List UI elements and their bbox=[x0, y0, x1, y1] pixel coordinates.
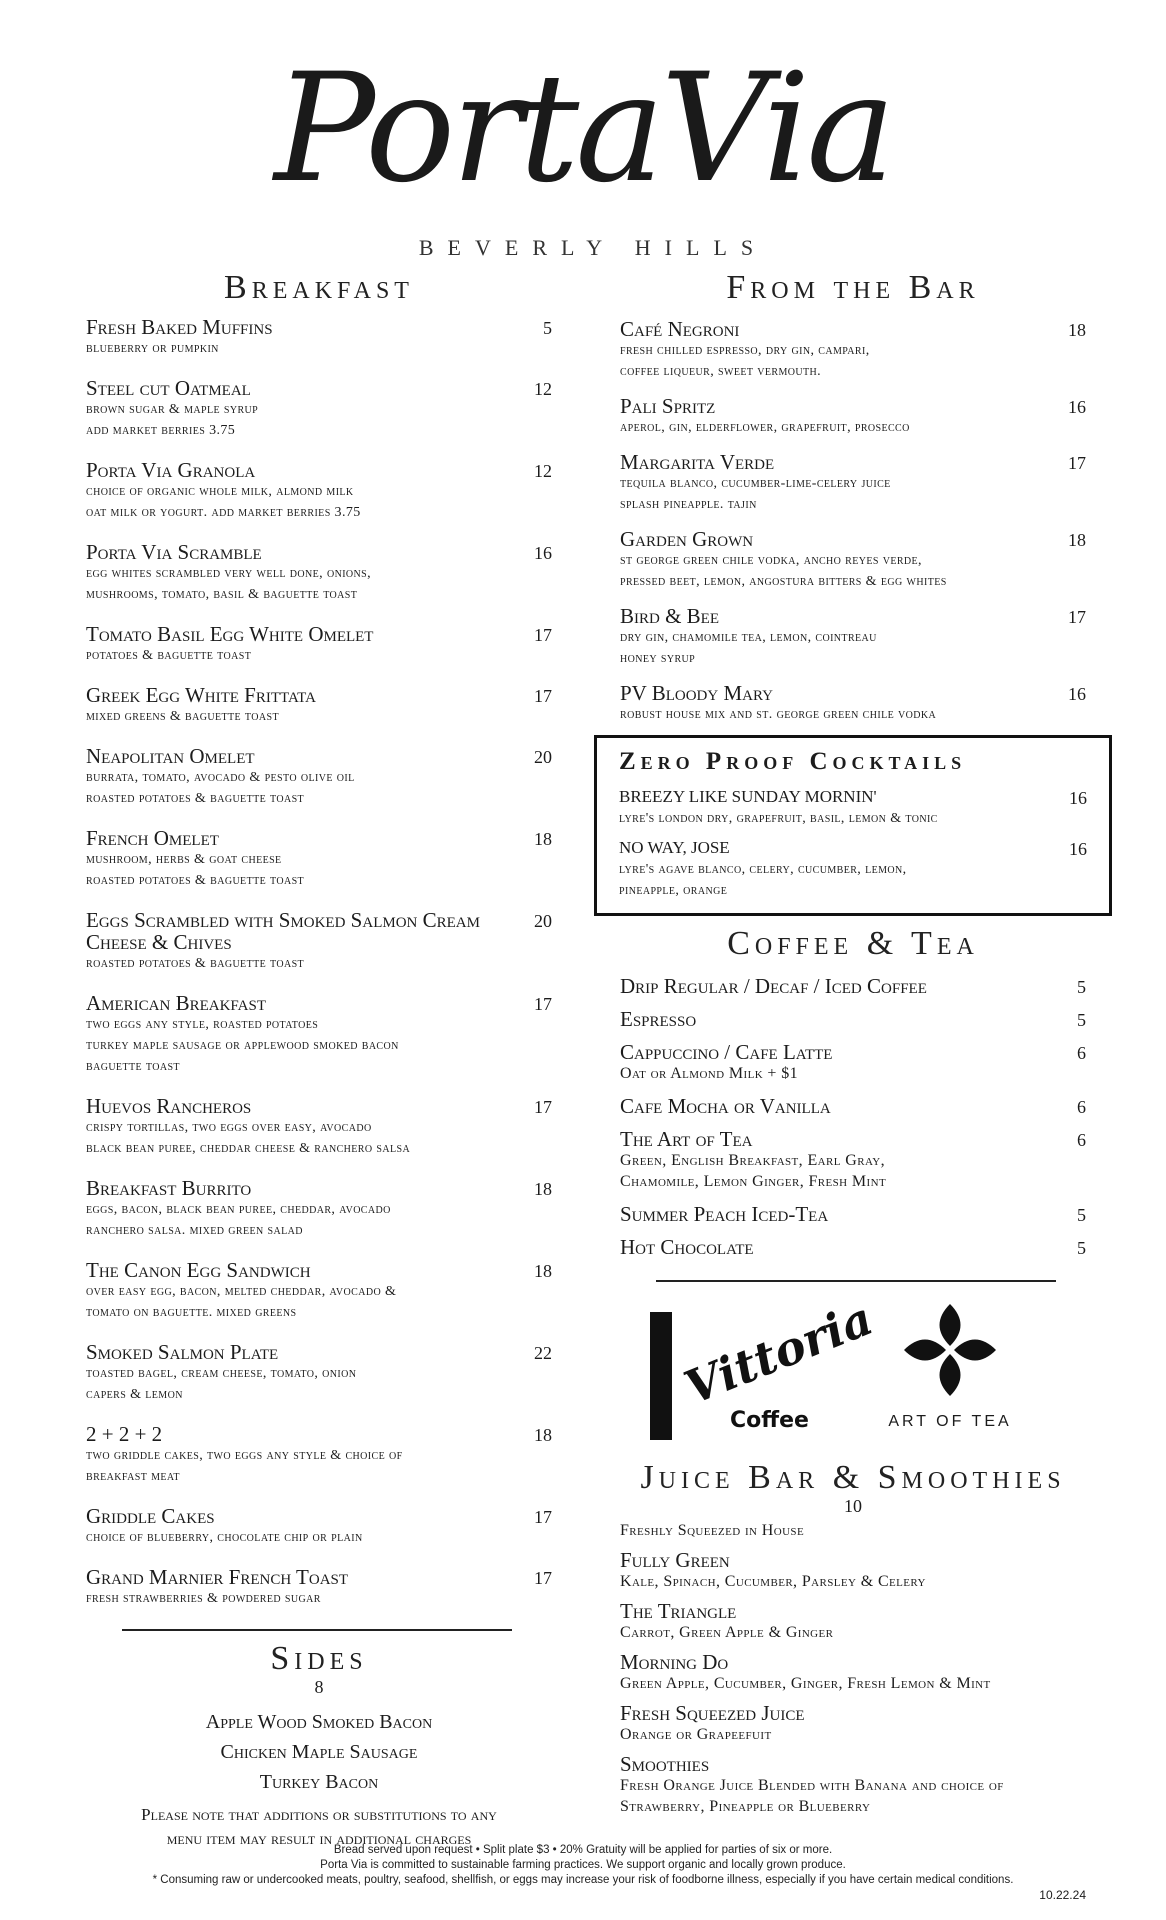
item-description: crispy tortillas, two eggs over easy, avocado bbox=[86, 1120, 372, 1135]
footer-line-2: Porta Via is committed to sustainable farming practices. We support organic and locally grown produce. bbox=[320, 1859, 846, 1871]
item-name: Cafe Mocha or Vanilla bbox=[620, 1094, 831, 1118]
item-description: turkey maple sausage or applewood smoked bacon bbox=[86, 1038, 399, 1053]
item-price: 5 bbox=[1077, 1205, 1086, 1225]
item-name: Grand Marnier French Toast bbox=[86, 1565, 349, 1589]
item-price: 18 bbox=[534, 1179, 552, 1199]
menu-item bbox=[86, 1341, 552, 1405]
item-description: over easy egg, bacon, melted cheddar, avocado & bbox=[86, 1284, 397, 1299]
item-description: mixed greens & baguette toast bbox=[86, 709, 279, 724]
menu-item bbox=[620, 528, 1086, 592]
item-name: Greek Egg White Frittata bbox=[86, 683, 316, 707]
item-name: PV Bloody Mary bbox=[620, 681, 773, 705]
item-price: 5 bbox=[1077, 1238, 1086, 1258]
bar-list bbox=[620, 318, 1086, 725]
item-name: Fully Green bbox=[620, 1548, 730, 1572]
item-description: capers & lemon bbox=[86, 1387, 183, 1402]
item-name: Pali Spritz bbox=[620, 394, 716, 418]
footer-line-3: * Consuming raw or undercooked meats, poultry, seafood, shellfish, or eggs may increase your risk of foodborne illness, especially if you have certain medical conditions. bbox=[152, 1874, 1014, 1886]
item-name: American Breakfast bbox=[86, 991, 266, 1015]
item-name: NO WAY, JOSE bbox=[619, 838, 730, 857]
item-description: Kale, Spinach, Cucumber, Parsley & Celery bbox=[620, 1573, 926, 1590]
item-description: mushrooms, tomato, basil & baguette toast bbox=[86, 587, 358, 602]
menu-item bbox=[620, 975, 1086, 997]
menu-item bbox=[620, 395, 1086, 438]
item-name: Morning Do bbox=[620, 1650, 729, 1674]
menu-item bbox=[86, 684, 552, 727]
item-description: mushroom, herbs & goat cheese bbox=[86, 852, 282, 867]
item-description: splash pineapple. tajin bbox=[620, 497, 757, 512]
item-price: 18 bbox=[1068, 530, 1086, 550]
item-name: Smoked Salmon Plate bbox=[86, 1340, 279, 1364]
item-price: 18 bbox=[534, 829, 552, 849]
item-description: toasted bagel, cream cheese, tomato, onion bbox=[86, 1366, 357, 1381]
zero-proof-list bbox=[619, 786, 1087, 901]
right-column bbox=[620, 268, 1086, 1817]
item-price: 17 bbox=[534, 1568, 552, 1588]
item-description: pressed beet, lemon, angostura bitters & egg whites bbox=[620, 574, 947, 589]
juice-title: Juice Bar & Smoothies bbox=[640, 1459, 1066, 1496]
item-description: blueberry or pumpkin bbox=[86, 341, 219, 356]
item-price: 18 bbox=[534, 1261, 552, 1281]
item-description: honey syrup bbox=[620, 651, 696, 666]
item-description: st george green chile vodka, ancho reyes verde, bbox=[620, 553, 922, 568]
item-description: Strawberry, Pineapple or Blueberry bbox=[620, 1798, 871, 1815]
menu-item bbox=[86, 316, 552, 359]
menu-item bbox=[86, 745, 552, 809]
item-description: aperol, gin, elderflower, grapefruit, prosecco bbox=[620, 420, 910, 435]
item-price: 20 bbox=[534, 747, 552, 767]
side-item: Apple Wood Smoked Bacon bbox=[205, 1711, 433, 1733]
item-description: tequila blanco, cucumber-lime-celery juice bbox=[620, 476, 891, 491]
item-name: Tomato Basil Egg White Omelet bbox=[86, 622, 374, 646]
footer bbox=[0, 1843, 1166, 1888]
item-price: 12 bbox=[534, 379, 552, 399]
note-line-1: Please note that additions or substitutions to any bbox=[141, 1805, 497, 1824]
menu-item bbox=[86, 1095, 552, 1159]
juice-price: 10 bbox=[844, 1496, 862, 1516]
breakfast-title: Breakfast bbox=[224, 269, 414, 306]
item-name: Bird & Bee bbox=[620, 604, 720, 628]
menu-item bbox=[620, 1008, 1086, 1030]
vittoria-coffee-text: Coffee bbox=[730, 1408, 809, 1433]
item-description: egg whites scrambled very well done, onions, bbox=[86, 566, 372, 581]
menu-item bbox=[86, 827, 552, 891]
item-description: add market berries 3.75 bbox=[86, 423, 236, 438]
item-description: fresh strawberries & powdered sugar bbox=[86, 1591, 321, 1606]
menu-item bbox=[620, 1600, 1086, 1643]
item-description: Green Apple, Cucumber, Ginger, Fresh Lemon & Mint bbox=[620, 1675, 991, 1692]
item-description: black bean puree, cheddar cheese & ranchero salsa bbox=[86, 1141, 411, 1156]
porta-via-logo bbox=[0, 30, 1166, 270]
item-price: 17 bbox=[534, 625, 552, 645]
item-description: robust house mix and st. george green chile vodka bbox=[620, 707, 937, 722]
menu-item bbox=[86, 541, 552, 605]
item-description: tomato on baguette. mixed greens bbox=[86, 1305, 297, 1320]
side-item: Turkey Bacon bbox=[259, 1771, 379, 1793]
item-description: breakfast meat bbox=[86, 1469, 180, 1484]
item-price: 5 bbox=[1077, 1010, 1086, 1030]
item-description: burrata, tomato, avocado & pesto olive oil bbox=[86, 770, 355, 785]
menu-item bbox=[86, 623, 552, 666]
item-description: roasted potatoes & baguette toast bbox=[86, 956, 305, 971]
item-description: lyre's agave blanco, celery, cucumber, lemon, bbox=[619, 862, 907, 877]
item-description: two griddle cakes, two eggs any style & choice of bbox=[86, 1448, 403, 1463]
item-name: Porta Via Granola bbox=[86, 458, 256, 482]
menu-item bbox=[620, 1128, 1086, 1192]
menu-item bbox=[619, 786, 1087, 829]
menu-item bbox=[86, 1423, 552, 1487]
juice-section bbox=[620, 1458, 1086, 1817]
sides-divider bbox=[122, 1629, 512, 1631]
item-name: Drip Regular / Decaf / Iced Coffee bbox=[620, 974, 927, 998]
item-price: 6 bbox=[1077, 1043, 1086, 1063]
item-description: Green, English Breakfast, Earl Gray, bbox=[620, 1152, 886, 1169]
item-price: 17 bbox=[534, 686, 552, 706]
juice-list bbox=[620, 1549, 1086, 1817]
item-price: 16 bbox=[1068, 397, 1086, 417]
item-description: roasted potatoes & baguette toast bbox=[86, 791, 305, 806]
menu-item bbox=[620, 1095, 1086, 1117]
item-description: oat milk or yogurt. add market berries 3.75 bbox=[86, 505, 361, 520]
item-price: 20 bbox=[534, 911, 552, 931]
item-price: 16 bbox=[534, 543, 552, 563]
item-name: Steel cut Oatmeal bbox=[86, 376, 251, 400]
menu-item bbox=[620, 318, 1086, 382]
coffee-title: Coffee & Tea bbox=[727, 925, 979, 962]
brands-divider bbox=[656, 1280, 1056, 1282]
item-price: 6 bbox=[1077, 1097, 1086, 1117]
vittoria-bar-icon bbox=[650, 1312, 672, 1440]
item-description: pineapple, orange bbox=[619, 883, 728, 898]
item-description: coffee liqueur, sweet vermouth. bbox=[620, 364, 822, 379]
item-name: Espresso bbox=[620, 1007, 697, 1031]
item-price: 18 bbox=[1068, 320, 1086, 340]
menu-item bbox=[620, 1203, 1086, 1225]
item-price: 17 bbox=[534, 1097, 552, 1117]
item-price: 22 bbox=[534, 1343, 552, 1363]
note-line-2: menu item may result in additional charges bbox=[166, 1829, 472, 1848]
menu-item bbox=[620, 1702, 1086, 1745]
item-price: 16 bbox=[1069, 788, 1087, 808]
brand-logos bbox=[620, 1291, 1086, 1450]
item-name: Cappuccino / Cafe Latte bbox=[620, 1040, 833, 1064]
sides-price: 8 bbox=[314, 1677, 324, 1697]
footer-line-1: Bread served upon request • Split plate $3 • 20% Gratuity will be applied for parties of six or more. bbox=[333, 1844, 833, 1856]
item-name: Hot Chocolate bbox=[620, 1235, 754, 1259]
item-description: Fresh Orange Juice Blended with Banana and choice of bbox=[620, 1777, 1004, 1794]
item-price: 16 bbox=[1069, 839, 1087, 859]
side-item: Chicken Maple Sausage bbox=[220, 1741, 418, 1763]
item-description: potatoes & baguette toast bbox=[86, 648, 252, 663]
menu-item bbox=[86, 1505, 552, 1548]
menu-item bbox=[620, 451, 1086, 515]
item-name: Eggs Scrambled with Smoked Salmon Cream Cheese & Chives bbox=[86, 908, 480, 954]
vittoria-coffee-logo bbox=[650, 1291, 881, 1446]
item-price: 12 bbox=[534, 461, 552, 481]
item-price: 17 bbox=[534, 1507, 552, 1527]
item-name: BREEZY LIKE SUNDAY MORNIN' bbox=[619, 787, 877, 806]
item-name: Neapolitan Omelet bbox=[86, 744, 255, 768]
menu-item bbox=[620, 1753, 1086, 1817]
menu-item bbox=[619, 837, 1087, 901]
item-price: 17 bbox=[1068, 453, 1086, 473]
item-description: Oat or Almond Milk + $1 bbox=[620, 1065, 799, 1082]
item-name: Summer Peach Iced-Tea bbox=[620, 1202, 829, 1226]
item-name: French Omelet bbox=[86, 826, 219, 850]
bar-title: From the Bar bbox=[726, 269, 980, 306]
item-description: choice of organic whole milk, almond milk bbox=[86, 484, 354, 499]
item-description: two eggs any style, roasted potatoes bbox=[86, 1017, 319, 1032]
juice-intro: Freshly Squeezed in House bbox=[620, 1522, 805, 1539]
menu-item bbox=[620, 605, 1086, 669]
art-of-tea-text: ART OF TEA bbox=[888, 1413, 1012, 1430]
item-description: Chamomile, Lemon Ginger, Fresh Mint bbox=[620, 1173, 887, 1190]
item-description: lyre's london dry, grapefruit, basil, lemon & tonic bbox=[619, 811, 938, 826]
item-price: 6 bbox=[1077, 1130, 1086, 1150]
item-description: baguette toast bbox=[86, 1059, 180, 1074]
menu-item bbox=[86, 909, 552, 974]
logo-script-text: PortaVia bbox=[274, 42, 892, 216]
item-name: 2 + 2 + 2 bbox=[86, 1422, 163, 1446]
left-column bbox=[86, 268, 552, 1851]
item-description: brown sugar & maple syrup bbox=[86, 402, 259, 417]
item-price: 5 bbox=[1077, 977, 1086, 997]
item-name: Griddle Cakes bbox=[86, 1504, 215, 1528]
item-description: Orange or Grapeefuit bbox=[620, 1726, 772, 1743]
item-name: Huevos Rancheros bbox=[86, 1094, 252, 1118]
vittoria-script: Vittoria bbox=[677, 1291, 881, 1415]
item-price: 5 bbox=[543, 318, 552, 338]
item-name: Smoothies bbox=[620, 1752, 710, 1776]
item-name: Margarita Verde bbox=[620, 450, 775, 474]
item-name: Porta Via Scramble bbox=[86, 540, 262, 564]
item-description: ranchero salsa. mixed green salad bbox=[86, 1223, 303, 1238]
zero-proof-box bbox=[594, 735, 1112, 916]
item-price: 17 bbox=[1068, 607, 1086, 627]
logo-location: BEVERLY HILLS bbox=[418, 235, 768, 260]
menu-item bbox=[86, 377, 552, 441]
item-name: The Triangle bbox=[620, 1599, 737, 1623]
item-description: dry gin, chamomile tea, lemon, cointreau bbox=[620, 630, 877, 645]
item-name: The Art of Tea bbox=[620, 1127, 753, 1151]
menu-item bbox=[86, 1177, 552, 1241]
item-description: roasted potatoes & baguette toast bbox=[86, 873, 305, 888]
menu-item bbox=[86, 1566, 552, 1609]
flower-icon bbox=[900, 1300, 1000, 1400]
item-description: fresh chilled espresso, dry gin, campari, bbox=[620, 343, 870, 358]
sides-list bbox=[86, 1707, 552, 1797]
item-description: Carrot, Green Apple & Ginger bbox=[620, 1624, 834, 1641]
zero-proof-title: Zero Proof Cocktails bbox=[619, 748, 967, 775]
sides-section bbox=[86, 1639, 552, 1851]
item-name: The Canon Egg Sandwich bbox=[86, 1258, 311, 1282]
item-name: Café Negroni bbox=[620, 317, 740, 341]
menu-item bbox=[620, 1236, 1086, 1258]
item-description: eggs, bacon, black bean puree, cheddar, avocado bbox=[86, 1202, 391, 1217]
menu-item bbox=[620, 1041, 1086, 1084]
menu-item bbox=[620, 1549, 1086, 1592]
art-of-tea-logo bbox=[870, 1300, 1030, 1431]
menu-item bbox=[86, 1259, 552, 1323]
menu-item bbox=[86, 459, 552, 523]
item-price: 17 bbox=[534, 994, 552, 1014]
item-description: choice of blueberry, chocolate chip or plain bbox=[86, 1530, 363, 1545]
menu-item bbox=[86, 992, 552, 1077]
item-name: Garden Grown bbox=[620, 527, 754, 551]
breakfast-list bbox=[86, 316, 552, 1609]
coffee-list bbox=[620, 975, 1086, 1258]
menu-item bbox=[620, 1651, 1086, 1694]
item-price: 16 bbox=[1068, 684, 1086, 704]
item-name: Fresh Squeezed Juice bbox=[620, 1701, 805, 1725]
item-name: Fresh Baked Muffins bbox=[86, 315, 273, 339]
menu-item bbox=[620, 682, 1086, 725]
item-price: 18 bbox=[534, 1425, 552, 1445]
item-name: Breakfast Burrito bbox=[86, 1176, 252, 1200]
menu-date: 10.22.24 bbox=[1039, 1888, 1086, 1902]
sides-title: Sides bbox=[270, 1640, 368, 1677]
